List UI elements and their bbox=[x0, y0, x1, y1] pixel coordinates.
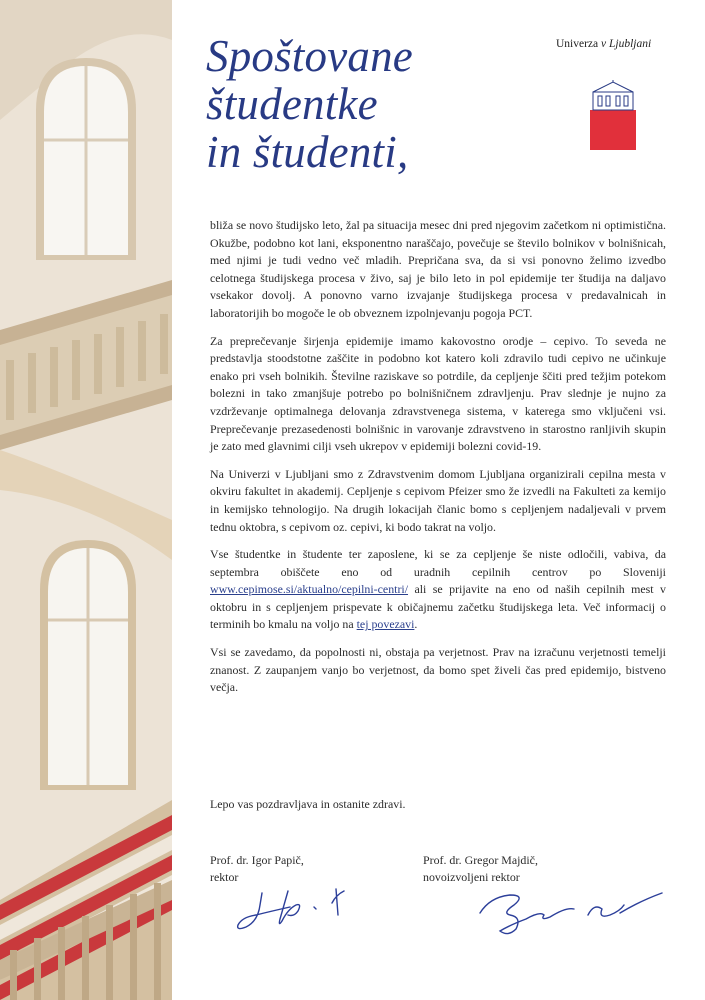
heading-line-3: in študenti, bbox=[206, 127, 409, 177]
signatory-2-name: Prof. dr. Gregor Majdič, bbox=[423, 853, 538, 867]
closing-greeting: Lepo vas pozdravljava in ostanite zdravi. bbox=[210, 797, 406, 811]
paragraph-3: Na Univerzi v Ljubljani smo z Zdravstvenim domom Ljubljana organizirali cepilna mesta v okviru fakultet in akademij. Cepljenje s cepivom Pfeizer smo že izvedli na Fakulteti za kemijo in kemijsko tehnologijo. Na drugih lokacijah članic bomo s cepljenjem nadaljevali v prvem tednu oktobra, s cepivom oz. cepivi, ki bodo takrat na voljo. bbox=[210, 466, 666, 534]
university-name-suffix: v Ljubljani bbox=[601, 38, 652, 50]
paragraph-4 bbox=[210, 546, 666, 634]
signatory-2-title: novoizvoljeni rektor bbox=[423, 870, 520, 884]
vaccination-centers-link[interactable]: www.cepimose.si/aktualno/cepilni-centri/ bbox=[210, 582, 409, 597]
staircase-photo bbox=[0, 0, 172, 1000]
letter-body bbox=[210, 217, 666, 707]
letter-heading bbox=[206, 32, 536, 176]
paragraph-2: Za preprečevanje širjenja epidemije imamo kakovostno orodje – cepivo. To seveda ne predstavlja stoodstotne zaščite in podobno kot katero koli zdravilo tudi cepivo ne učinkuje enako pri vseh bolnikih. Številne raziskave so potrdile, da cepljenje ščiti pred težjim potekom bolezni in tako zmanjšuje potrebo po bolnišničnem zdravljenju. Prav slednje je nujno za vzdrževanje optimalnega delovanja zdravstvenega sistema, v katerega smo vključeni vsi. Preprečevanje prezasedenosti bolnišnic in varovanje zdravstveno in starostno ranljivih skupin je zato med glavnimi cilji vseh ukrepov v epidemiji bolezni covid-19. bbox=[210, 333, 666, 454]
university-name bbox=[556, 38, 676, 50]
university-name-prefix: Univerza bbox=[556, 38, 599, 50]
paragraph-4-text-c: . bbox=[414, 617, 418, 632]
signatory-1-name: Prof. dr. Igor Papič, bbox=[210, 853, 304, 867]
signatory-1-title: rektor bbox=[210, 870, 239, 884]
heading-line-1: Spoštovane bbox=[206, 31, 413, 81]
paragraph-1: bliža se novo študijsko leto, žal pa situacija mesec dni pred njegovim začetkom ni optimistična. Okužbe, podobno kot lani, eksponentno naraščajo, povečuje se število bolnikov v bolnišnicah, med njimi je tudi vedno več mladih. Prepričana sva, da si vsi ponovno želimo izvedbo celotnega študijskega procesa v živo, saj je bilo leto in pol epidemije ter študija na daljavo vsekakor dovolj. A ponovno varno izvajanje študijskega procesa v predavalnicah in laboratorijih bo mogoče le ob obveznem izpolnjevanju pogoja PCT. bbox=[210, 218, 666, 320]
heading-line-2: študentke bbox=[206, 79, 378, 129]
university-logo-icon bbox=[590, 80, 636, 150]
more-info-link[interactable]: tej povezavi bbox=[356, 617, 415, 632]
signature-1-icon bbox=[232, 885, 362, 935]
paragraph-4-text-b: ali se prijavite na eno od naših cepilnih mest v oktobru in s cepljenjem prispevate k običajnemu začetku študijskega leta. Več informacij o terminih bo kmalu na voljo na bbox=[210, 582, 666, 632]
signatory-1 bbox=[210, 852, 304, 886]
paragraph-5: Vsi se zavedamo, da popolnosti ni, obstaja pa verjetnost. Prav na izračunu verjetnosti temelji znanost. Z zaupanjem vanjo bo verjetnost, da bomo spet živeli čas pred epidemijo, bistveno večja. bbox=[210, 645, 666, 695]
signatory-2 bbox=[423, 852, 538, 886]
signature-2-icon bbox=[470, 885, 670, 940]
paragraph-4-text-a: Vse študentke in študente ter zaposlene, ki se za cepljenje še niste odločili, vabiva, da septembra obiščete eno od uradnih cepilnih centrov po Sloveniji bbox=[210, 547, 666, 579]
